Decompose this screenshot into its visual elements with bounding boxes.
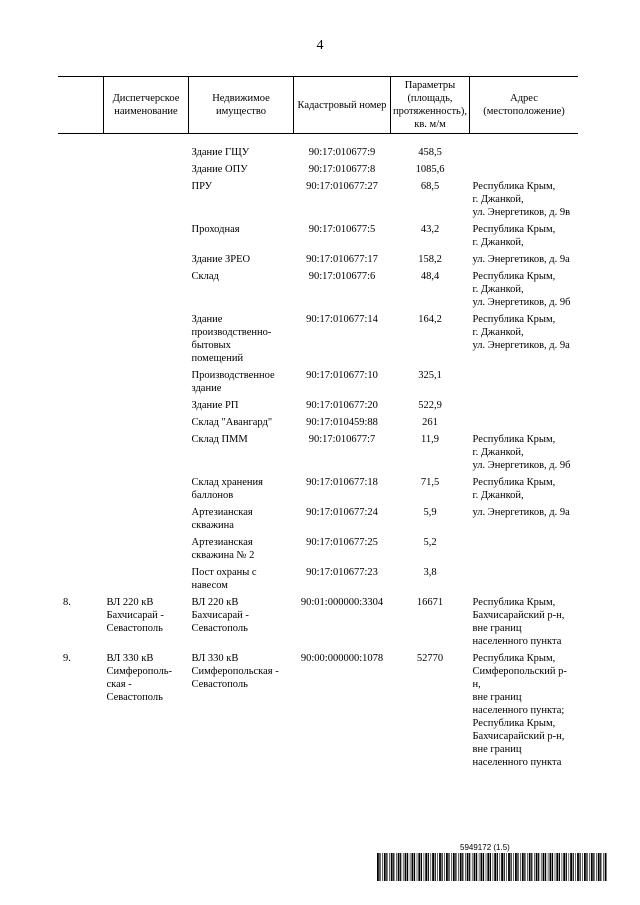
cadastral-number: 90:17:010677:6 bbox=[308, 271, 376, 282]
property-name: Производственное здание bbox=[191, 370, 275, 394]
row-number bbox=[58, 476, 104, 506]
property-name: Здание РП bbox=[191, 400, 239, 411]
dispatcher-name bbox=[104, 536, 189, 566]
row-number: 8. bbox=[63, 597, 71, 608]
cadastral-number: 90:17:010677:20 bbox=[306, 400, 378, 411]
table-row bbox=[58, 253, 578, 270]
address bbox=[470, 134, 579, 164]
dispatcher-name bbox=[104, 313, 189, 369]
table-row bbox=[58, 180, 578, 223]
table-row bbox=[58, 536, 578, 566]
table-row bbox=[58, 134, 578, 164]
cadastral-number: 90:17:010677:5 bbox=[308, 224, 376, 235]
header-number bbox=[58, 77, 104, 134]
barcode bbox=[377, 853, 607, 881]
table-row bbox=[58, 433, 578, 476]
dispatcher-name: ВЛ 220 кВ Бахчисарай - Севастополь bbox=[106, 597, 164, 634]
parameter-value: 164,2 bbox=[418, 314, 442, 325]
property-name: Пост охраны с навесом bbox=[191, 567, 257, 591]
row-number bbox=[58, 180, 104, 223]
table-row bbox=[58, 476, 578, 506]
dispatcher-name bbox=[104, 369, 189, 399]
address: Республика Крым, г. Джанкой, ул. Энергетиков, д. 9б bbox=[472, 434, 571, 471]
property-name: Склад хранения баллонов bbox=[191, 477, 263, 501]
cadastral-number: 90:17:010677:23 bbox=[306, 567, 378, 578]
dispatcher-name bbox=[104, 433, 189, 476]
table-row bbox=[58, 163, 578, 180]
parameter-value: 3,8 bbox=[423, 567, 437, 578]
dispatcher-name: ВЛ 330 кВ Симферополь- ская - Севастополь bbox=[106, 653, 172, 703]
parameter-value: 52770 bbox=[416, 653, 444, 664]
address: Республика Крым, г. Джанкой, ул. Энергетиков, д. 9а bbox=[472, 314, 570, 351]
property-name: ВЛ 330 кВ Симферопольская - Севастополь bbox=[191, 653, 279, 690]
address bbox=[470, 416, 579, 433]
row-number bbox=[58, 416, 104, 433]
dispatcher-name bbox=[104, 416, 189, 433]
parameter-value: 11,9 bbox=[421, 434, 439, 445]
row-number bbox=[58, 566, 104, 596]
table-row bbox=[58, 369, 578, 399]
row-number bbox=[58, 399, 104, 416]
address bbox=[470, 163, 579, 180]
cadastral-number: 90:00:000000:1078 bbox=[300, 653, 384, 664]
dispatcher-name bbox=[104, 163, 189, 180]
parameter-value: 458,5 bbox=[418, 147, 442, 158]
address: Республика Крым, г. Джанкой, ул. Энергетиков, д. 9в bbox=[472, 181, 571, 218]
row-number bbox=[58, 506, 104, 536]
row-number bbox=[58, 369, 104, 399]
table-row bbox=[58, 416, 578, 433]
table-row bbox=[58, 313, 578, 369]
property-register-table bbox=[58, 76, 578, 773]
header-property: Недвижимое имущество bbox=[189, 77, 294, 134]
cadastral-number: 90:17:010677:25 bbox=[306, 537, 378, 548]
document-code: 5949172 (1.5) bbox=[460, 843, 510, 852]
address: Республика Крым, Симферопольский р-н, вне границ населенного пункта; Республика Крым, Бахчисарайский р-н, вне границ населенного пункта bbox=[472, 653, 567, 768]
table-row bbox=[58, 652, 578, 773]
address: Республика Крым, г. Джанкой, bbox=[472, 224, 556, 248]
cadastral-number: 90:17:010677:27 bbox=[306, 181, 378, 192]
table-row bbox=[58, 596, 578, 652]
cadastral-number: 90:01:000000:3304 bbox=[300, 597, 384, 608]
row-number: 9. bbox=[63, 653, 71, 664]
address: ул. Энергетиков, д. 9а bbox=[472, 507, 570, 518]
address bbox=[470, 369, 579, 399]
property-name: ПРУ bbox=[191, 181, 213, 192]
cadastral-number: 90:17:010677:7 bbox=[308, 434, 376, 445]
address: ул. Энергетиков, д. 9а bbox=[472, 254, 570, 265]
property-name: Здание ГЩУ bbox=[191, 147, 250, 158]
cadastral-number: 90:17:010677:14 bbox=[306, 314, 378, 325]
parameter-value: 71,5 bbox=[420, 477, 440, 488]
table-row bbox=[58, 566, 578, 596]
row-number bbox=[58, 536, 104, 566]
property-name: Проходная bbox=[191, 224, 240, 235]
property-name: Артезианская скважина № 2 bbox=[191, 537, 255, 561]
cadastral-number: 90:17:010677:24 bbox=[306, 507, 378, 518]
cadastral-number: 90:17:010677:18 bbox=[306, 477, 378, 488]
dispatcher-name bbox=[104, 134, 189, 164]
header-parameters: Параметры (площадь, протяженность), кв. м/м bbox=[391, 77, 470, 134]
table-row bbox=[58, 223, 578, 253]
property-name: Здание ОПУ bbox=[191, 164, 248, 175]
dispatcher-name bbox=[104, 506, 189, 536]
property-name: Склад bbox=[191, 271, 219, 282]
dispatcher-name bbox=[104, 566, 189, 596]
address: Республика Крым, Бахчисарайский р-н, вне границ населенного пункта bbox=[472, 597, 565, 647]
table-row bbox=[58, 270, 578, 313]
address bbox=[470, 536, 579, 566]
address: Республика Крым, г. Джанкой, bbox=[472, 477, 556, 501]
dispatcher-name bbox=[104, 180, 189, 223]
page-number: 4 bbox=[316, 38, 324, 53]
table-header-row bbox=[58, 77, 578, 134]
header-cadastral-number: Кадастровый номер bbox=[294, 77, 391, 134]
dispatcher-name bbox=[104, 270, 189, 313]
header-dispatcher-name: Диспетчерское наименование bbox=[104, 77, 189, 134]
property-name: Склад ПММ bbox=[191, 434, 248, 445]
property-name: ВЛ 220 кВ Бахчисарай - Севастополь bbox=[191, 597, 249, 634]
parameter-value: 48,4 bbox=[420, 271, 440, 282]
header-address: Адрес (местоположение) bbox=[470, 77, 579, 134]
row-number bbox=[58, 163, 104, 180]
dispatcher-name bbox=[104, 399, 189, 416]
table-row bbox=[58, 506, 578, 536]
table-row bbox=[58, 399, 578, 416]
cadastral-number: 90:17:010677:10 bbox=[306, 370, 378, 381]
parameter-value: 522,9 bbox=[418, 400, 442, 411]
row-number bbox=[58, 223, 104, 253]
row-number bbox=[58, 134, 104, 164]
parameter-value: 325,1 bbox=[418, 370, 442, 381]
property-name: Здание производственно- бытовых помещений bbox=[191, 314, 272, 364]
cadastral-number: 90:17:010677:8 bbox=[308, 164, 376, 175]
property-name: Склад "Авангард" bbox=[191, 417, 273, 428]
parameter-value: 5,9 bbox=[423, 507, 437, 518]
row-number bbox=[58, 270, 104, 313]
parameter-value: 68,5 bbox=[420, 181, 440, 192]
address bbox=[470, 566, 579, 596]
parameter-value: 261 bbox=[422, 417, 438, 428]
row-number bbox=[58, 253, 104, 270]
parameter-value: 5,2 bbox=[423, 537, 437, 548]
parameter-value: 16671 bbox=[416, 597, 444, 608]
dispatcher-name bbox=[104, 223, 189, 253]
parameter-value: 43,2 bbox=[420, 224, 440, 235]
row-number bbox=[58, 433, 104, 476]
cadastral-number: 90:17:010677:9 bbox=[308, 147, 376, 158]
cadastral-number: 90:17:010677:17 bbox=[306, 254, 378, 265]
parameter-value: 1085,6 bbox=[415, 164, 445, 175]
parameter-value: 158,2 bbox=[418, 254, 442, 265]
address: Республика Крым, г. Джанкой, ул. Энергетиков, д. 9б bbox=[472, 271, 571, 308]
dispatcher-name bbox=[104, 253, 189, 270]
property-name: Артезианская скважина bbox=[191, 507, 253, 531]
property-name: Здание ЗРЕО bbox=[191, 254, 251, 265]
row-number bbox=[58, 313, 104, 369]
address bbox=[470, 399, 579, 416]
dispatcher-name bbox=[104, 476, 189, 506]
cadastral-number: 90:17:010459:88 bbox=[306, 417, 378, 428]
